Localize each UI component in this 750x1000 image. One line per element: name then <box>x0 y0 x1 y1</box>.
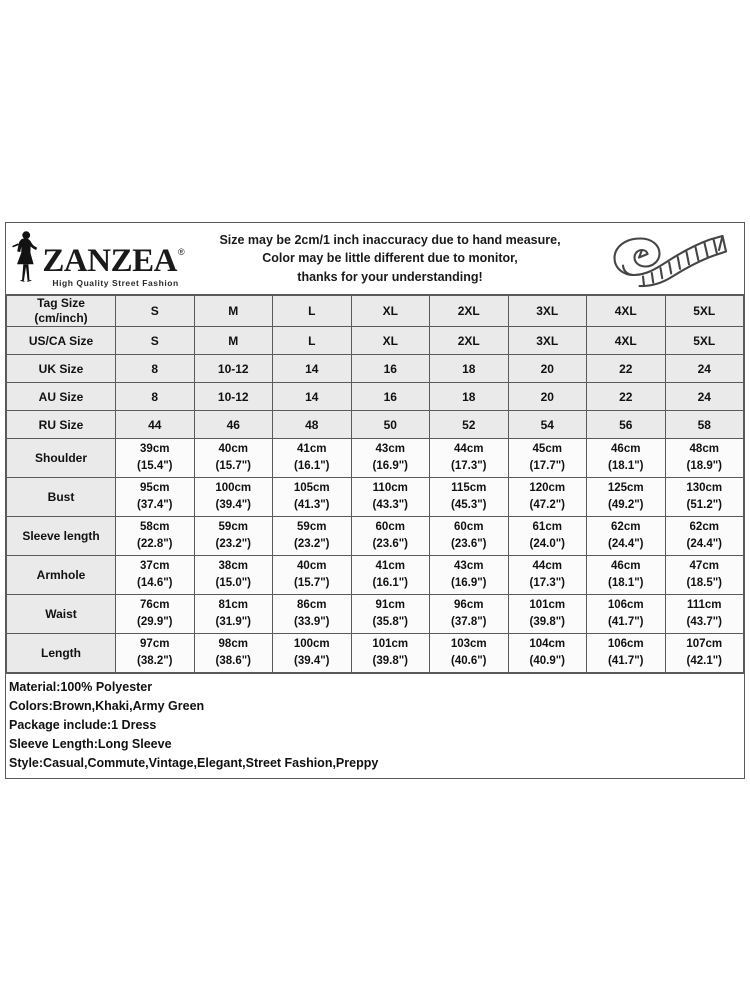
value-cm: 41cm <box>297 443 327 456</box>
value-inch: (14.6") <box>137 577 173 589</box>
notice-line-1: Size may be 2cm/1 inch inaccuracy due to hand measure, <box>219 233 561 248</box>
cell-sleeve-length-4xl <box>587 517 666 556</box>
value-inch: (17.3") <box>529 577 565 589</box>
value-cm: 130cm <box>686 482 723 495</box>
value-inch: (40.9") <box>529 655 565 667</box>
value-cm: 60cm <box>375 521 405 534</box>
value-cm: 98cm <box>218 638 248 651</box>
value-inch: (43.3") <box>372 499 408 511</box>
value-inch: (39.8") <box>529 616 565 628</box>
table-row <box>7 383 744 411</box>
value-cm: 125cm <box>607 482 644 495</box>
cell-shoulder-4xl <box>587 439 666 478</box>
cell-shoulder-3xl <box>508 439 587 478</box>
row-label-us-ca-size: US/CA Size <box>7 327 116 355</box>
cell-us-ca-size-4xl: 4XL <box>587 327 666 355</box>
size-chart-table <box>6 295 744 673</box>
cell-length-l <box>273 634 352 673</box>
table-row <box>7 439 744 478</box>
cell-us-ca-size-s: S <box>116 327 195 355</box>
table-row <box>7 355 744 383</box>
value-inch: (22.8") <box>137 538 173 550</box>
cell-shoulder-s <box>116 439 195 478</box>
value-inch: (49.2") <box>608 499 644 511</box>
value-inch: (16.1") <box>294 460 330 472</box>
value-inch: (16.9") <box>372 460 408 472</box>
value-inch: (42.1") <box>686 655 722 667</box>
value-inch: (40.6") <box>451 655 487 667</box>
cell-tag-size-s: S <box>116 296 195 327</box>
cell-armhole-5xl <box>665 556 744 595</box>
table-row <box>7 556 744 595</box>
value-cm: 96cm <box>454 599 484 612</box>
value-cm: 43cm <box>375 443 405 456</box>
value-cm: 105cm <box>293 482 330 495</box>
table-row <box>7 478 744 517</box>
cell-waist-xl <box>351 595 430 634</box>
value-inch: (33.9") <box>294 616 330 628</box>
cell-armhole-xl <box>351 556 430 595</box>
row-label-au-size: AU Size <box>7 383 116 411</box>
value-inch: (41.7") <box>608 616 644 628</box>
value-inch: (43.7") <box>686 616 722 628</box>
cell-sleeve-length-3xl <box>508 517 587 556</box>
value-cm: 115cm <box>451 482 487 495</box>
value-cm: 59cm <box>218 521 248 534</box>
cell-sleeve-length-2xl <box>430 517 509 556</box>
row-label-line-2: (cm/inch) <box>34 311 88 325</box>
table-row <box>7 411 744 439</box>
value-cm: 45cm <box>532 443 562 456</box>
value-inch: (35.8") <box>372 616 408 628</box>
cell-bust-s <box>116 478 195 517</box>
cell-tag-size-l: L <box>273 296 352 327</box>
value-inch: (39.4") <box>215 499 251 511</box>
cell-waist-4xl <box>587 595 666 634</box>
value-inch: (23.6") <box>451 538 487 550</box>
cell-ru-size-xl: 50 <box>351 411 430 439</box>
cell-ru-size-3xl: 54 <box>508 411 587 439</box>
cell-tag-size-m: M <box>194 296 273 327</box>
row-label-line-1: Tag Size <box>37 296 85 310</box>
cell-length-2xl <box>430 634 509 673</box>
value-inch: (23.2") <box>294 538 330 550</box>
cell-au-size-xl: 16 <box>351 383 430 411</box>
measuring-tape-icon <box>594 230 744 288</box>
cell-shoulder-xl <box>351 439 430 478</box>
value-cm: 104cm <box>529 638 566 651</box>
cell-ru-size-s: 44 <box>116 411 195 439</box>
cell-us-ca-size-5xl: 5XL <box>665 327 744 355</box>
value-cm: 41cm <box>375 560 405 573</box>
size-chart-container <box>5 222 745 779</box>
value-cm: 58cm <box>140 521 170 534</box>
value-cm: 86cm <box>297 599 327 612</box>
row-label-length: Length <box>7 634 116 673</box>
cell-waist-5xl <box>665 595 744 634</box>
value-cm: 100cm <box>215 482 252 495</box>
value-inch: (38.6") <box>215 655 251 667</box>
value-cm: 107cm <box>686 638 723 651</box>
cell-uk-size-m: 10-12 <box>194 355 273 383</box>
cell-au-size-m: 10-12 <box>194 383 273 411</box>
cell-armhole-s <box>116 556 195 595</box>
cell-us-ca-size-m: M <box>194 327 273 355</box>
value-cm: 38cm <box>218 560 248 573</box>
value-inch: (29.9") <box>137 616 173 628</box>
value-cm: 95cm <box>140 482 170 495</box>
cell-waist-3xl <box>508 595 587 634</box>
value-inch: (41.7") <box>608 655 644 667</box>
detail-package-include: Package include:1 Dress <box>9 718 157 732</box>
cell-waist-2xl <box>430 595 509 634</box>
detail-style: Style:Casual,Commute,Vintage,Elegant,Street Fashion,Preppy <box>9 756 379 770</box>
cell-ru-size-2xl: 52 <box>430 411 509 439</box>
value-cm: 62cm <box>611 521 641 534</box>
cell-tag-size-5xl: 5XL <box>665 296 744 327</box>
value-inch: (24.4") <box>608 538 644 550</box>
row-label-armhole: Armhole <box>7 556 116 595</box>
row-label-ru-size: RU Size <box>7 411 116 439</box>
value-inch: (18.1") <box>608 577 644 589</box>
value-cm: 43cm <box>454 560 484 573</box>
cell-uk-size-s: 8 <box>116 355 195 383</box>
registered-trademark-icon: ® <box>177 247 185 258</box>
cell-bust-4xl <box>587 478 666 517</box>
value-inch: (15.7") <box>294 577 330 589</box>
value-cm: 81cm <box>218 599 248 612</box>
value-inch: (45.3") <box>451 499 487 511</box>
cell-armhole-m <box>194 556 273 595</box>
cell-length-xl <box>351 634 430 673</box>
cell-shoulder-l <box>273 439 352 478</box>
value-cm: 106cm <box>607 599 644 612</box>
cell-waist-l <box>273 595 352 634</box>
value-inch: (51.2") <box>686 499 722 511</box>
value-cm: 106cm <box>607 638 644 651</box>
cell-au-size-l: 14 <box>273 383 352 411</box>
cell-bust-m <box>194 478 273 517</box>
row-label-tag-size <box>7 296 116 327</box>
cell-armhole-4xl <box>587 556 666 595</box>
cell-length-s <box>116 634 195 673</box>
value-inch: (24.4") <box>686 538 722 550</box>
cell-length-3xl <box>508 634 587 673</box>
value-inch: (47.2") <box>529 499 565 511</box>
value-cm: 61cm <box>532 521 562 534</box>
value-cm: 91cm <box>375 599 405 612</box>
cell-au-size-2xl: 18 <box>430 383 509 411</box>
brand-logo <box>6 230 186 287</box>
cell-us-ca-size-l: L <box>273 327 352 355</box>
value-inch: (17.3") <box>451 460 487 472</box>
cell-uk-size-3xl: 20 <box>508 355 587 383</box>
cell-tag-size-2xl: 2XL <box>430 296 509 327</box>
value-inch: (39.8") <box>372 655 408 667</box>
value-inch: (37.8") <box>451 616 487 628</box>
cell-bust-3xl <box>508 478 587 517</box>
value-inch: (37.4") <box>137 499 173 511</box>
value-inch: (41.3") <box>294 499 330 511</box>
cell-waist-m <box>194 595 273 634</box>
cell-armhole-2xl <box>430 556 509 595</box>
cell-sleeve-length-xl <box>351 517 430 556</box>
measurement-notice <box>186 231 594 285</box>
cell-au-size-3xl: 20 <box>508 383 587 411</box>
cell-au-size-4xl: 22 <box>587 383 666 411</box>
size-table-body <box>7 296 744 673</box>
cell-us-ca-size-3xl: 3XL <box>508 327 587 355</box>
woman-silhouette-icon <box>11 230 41 287</box>
value-inch: (15.7") <box>215 460 251 472</box>
cell-bust-l <box>273 478 352 517</box>
cell-sleeve-length-s <box>116 517 195 556</box>
cell-armhole-3xl <box>508 556 587 595</box>
row-label-waist: Waist <box>7 595 116 634</box>
value-cm: 44cm <box>532 560 562 573</box>
value-cm: 37cm <box>140 560 170 573</box>
cell-length-4xl <box>587 634 666 673</box>
cell-us-ca-size-2xl: 2XL <box>430 327 509 355</box>
cell-waist-s <box>116 595 195 634</box>
value-inch: (23.6") <box>372 538 408 550</box>
value-cm: 46cm <box>611 560 641 573</box>
notice-line-3: thanks for your understanding! <box>297 269 483 284</box>
value-cm: 101cm <box>372 638 409 651</box>
detail-sleeve-length: Sleeve Length:Long Sleeve <box>9 737 172 751</box>
cell-au-size-5xl: 24 <box>665 383 744 411</box>
value-inch: (31.9") <box>215 616 251 628</box>
value-inch: (15.0") <box>215 577 251 589</box>
brand-wordmark: ZANZEA <box>42 243 177 280</box>
cell-bust-5xl <box>665 478 744 517</box>
row-label-bust: Bust <box>7 478 116 517</box>
chart-header <box>6 223 744 295</box>
cell-bust-xl <box>351 478 430 517</box>
cell-sleeve-length-m <box>194 517 273 556</box>
value-cm: 62cm <box>689 521 719 534</box>
cell-tag-size-3xl: 3XL <box>508 296 587 327</box>
cell-uk-size-5xl: 24 <box>665 355 744 383</box>
notice-line-2: Color may be little different due to monitor, <box>262 251 518 266</box>
row-label-shoulder: Shoulder <box>7 439 116 478</box>
value-cm: 40cm <box>297 560 327 573</box>
cell-us-ca-size-xl: XL <box>351 327 430 355</box>
cell-uk-size-l: 14 <box>273 355 352 383</box>
cell-armhole-l <box>273 556 352 595</box>
brand-tagline: High Quality Street Fashion <box>52 277 179 288</box>
cell-tag-size-xl: XL <box>351 296 430 327</box>
value-inch: (39.4") <box>294 655 330 667</box>
value-inch: (24.0") <box>529 538 565 550</box>
value-inch: (18.9") <box>686 460 722 472</box>
value-cm: 47cm <box>689 560 719 573</box>
cell-length-5xl <box>665 634 744 673</box>
value-cm: 60cm <box>454 521 484 534</box>
value-cm: 97cm <box>140 638 170 651</box>
row-label-sleeve-length: Sleeve length <box>7 517 116 556</box>
value-inch: (38.2") <box>137 655 173 667</box>
value-inch: (18.1") <box>608 460 644 472</box>
cell-shoulder-m <box>194 439 273 478</box>
table-row <box>7 327 744 355</box>
cell-au-size-s: 8 <box>116 383 195 411</box>
value-cm: 110cm <box>372 482 408 495</box>
value-cm: 120cm <box>529 482 566 495</box>
cell-ru-size-5xl: 58 <box>665 411 744 439</box>
cell-shoulder-2xl <box>430 439 509 478</box>
cell-uk-size-4xl: 22 <box>587 355 666 383</box>
table-row <box>7 634 744 673</box>
cell-ru-size-m: 46 <box>194 411 273 439</box>
cell-sleeve-length-5xl <box>665 517 744 556</box>
detail-material: Material:100% Polyester <box>9 680 153 694</box>
cell-length-m <box>194 634 273 673</box>
cell-ru-size-4xl: 56 <box>587 411 666 439</box>
value-cm: 100cm <box>293 638 330 651</box>
value-cm: 46cm <box>611 443 641 456</box>
value-cm: 44cm <box>454 443 484 456</box>
value-cm: 59cm <box>297 521 327 534</box>
value-inch: (16.1") <box>372 577 408 589</box>
value-inch: (16.9") <box>451 577 487 589</box>
value-inch: (15.4") <box>137 460 173 472</box>
cell-bust-2xl <box>430 478 509 517</box>
value-inch: (18.5") <box>686 577 722 589</box>
table-row <box>7 296 744 327</box>
cell-ru-size-l: 48 <box>273 411 352 439</box>
cell-uk-size-2xl: 18 <box>430 355 509 383</box>
cell-sleeve-length-l <box>273 517 352 556</box>
value-cm: 39cm <box>140 443 170 456</box>
detail-colors: Colors:Brown,Khaki,Army Green <box>9 699 205 713</box>
table-row <box>7 595 744 634</box>
value-cm: 76cm <box>140 599 170 612</box>
value-cm: 40cm <box>218 443 248 456</box>
cell-uk-size-xl: 16 <box>351 355 430 383</box>
value-inch: (17.7") <box>529 460 565 472</box>
value-inch: (23.2") <box>215 538 251 550</box>
value-cm: 111cm <box>686 599 722 612</box>
table-row <box>7 517 744 556</box>
product-details <box>6 673 744 778</box>
value-cm: 103cm <box>450 638 487 651</box>
value-cm: 48cm <box>689 443 719 456</box>
value-cm: 101cm <box>529 599 566 612</box>
cell-shoulder-5xl <box>665 439 744 478</box>
row-label-uk-size: UK Size <box>7 355 116 383</box>
cell-tag-size-4xl: 4XL <box>587 296 666 327</box>
